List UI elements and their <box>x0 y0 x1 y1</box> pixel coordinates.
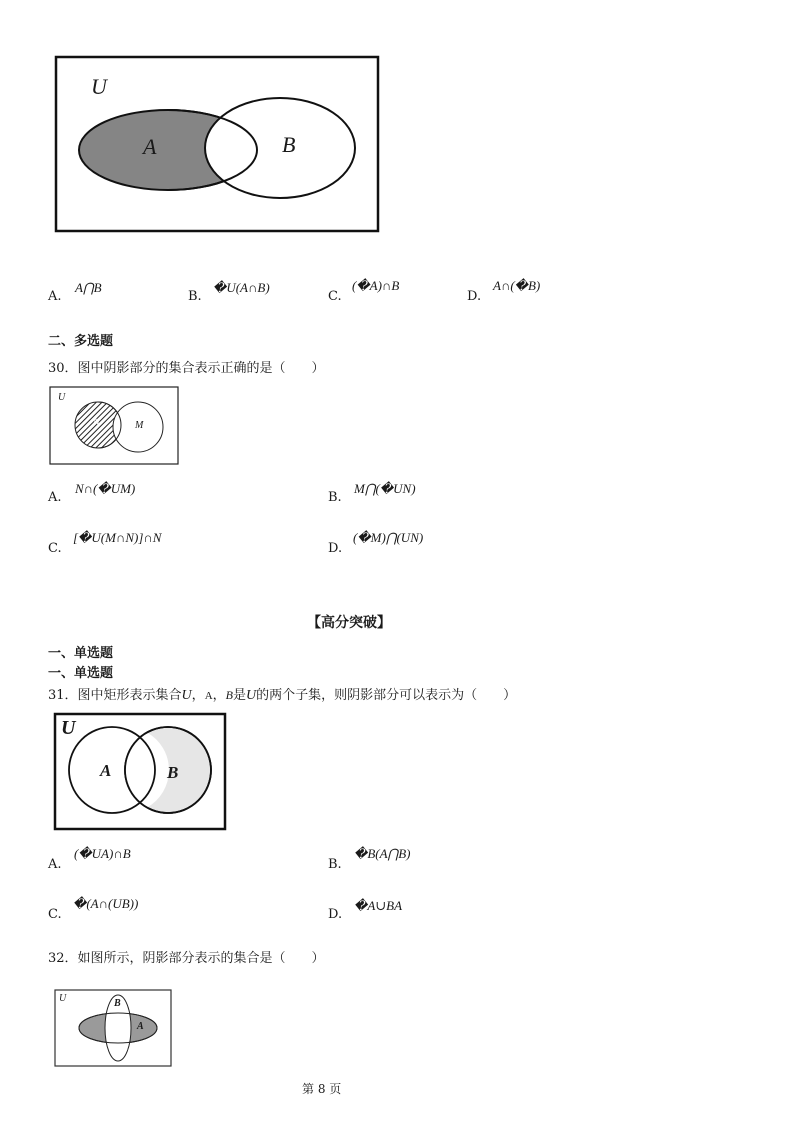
q29-a-label: A <box>143 134 157 159</box>
q30-option-d-expr: (�M)⋂(UN) <box>353 530 424 545</box>
q31-question-prefix: 31．图中矩形表示集合 <box>48 688 182 703</box>
q30-option-b-label: B. <box>328 490 342 505</box>
q29-option-a-expr: A⋂B <box>75 280 102 295</box>
q32-a-label: A <box>137 1021 144 1032</box>
q30-option-c-label: C. <box>48 541 62 556</box>
q30-m-label: M <box>135 420 144 431</box>
q31-fig-u-label: U <box>61 717 76 739</box>
q31-u: U <box>181 688 192 703</box>
q30-option-a-label: A. <box>48 490 62 505</box>
q29-option-c-label: C. <box>328 289 342 304</box>
q29-option-d-expr: A∩(�B) <box>493 278 541 293</box>
q32-b-label: B <box>114 998 121 1009</box>
q30-option-b-expr: M⋂(�UN) <box>354 481 416 496</box>
q29-u-label: U <box>91 74 107 99</box>
section-heading-multi: 二、多选题 <box>48 334 114 349</box>
q29-option-b-label: B. <box>188 289 202 304</box>
q31-option-d-label: D. <box>328 907 343 922</box>
q31-option-b-expr: �B(A⋂B) <box>354 846 411 861</box>
q31-comma2: ， <box>212 688 226 703</box>
q31-b: B <box>225 688 233 702</box>
q31-option-c-label: C. <box>48 907 62 922</box>
q31-option-b-label: B. <box>328 857 342 872</box>
q31-question-suffix: 的两个子集，则阴影部分可以表示为（ ） <box>256 688 517 703</box>
q31-comma: ， <box>191 688 205 703</box>
q31-fig-b-label: B <box>167 763 179 782</box>
q32-u-label: U <box>59 993 67 1004</box>
q29-option-b-expr: �U(A∩B) <box>213 280 270 295</box>
section-heading-single-2: 一、单选题 <box>48 666 114 681</box>
q30-question: 30．图中阴影部分的集合表示正确的是（ ） <box>48 361 325 376</box>
q29-option-c-expr: (�A)∩B <box>352 278 400 293</box>
q29-option-a-label: A. <box>48 289 62 304</box>
q31-is: 是 <box>233 688 247 703</box>
q30-option-a-expr: N∩(�UM) <box>75 481 136 496</box>
q31-option-a-label: A. <box>48 857 62 872</box>
q31-a: A <box>204 690 213 702</box>
q32-question: 32．如图所示，阴影部分表示的集合是（ ） <box>48 951 325 966</box>
q30-option-d-label: D. <box>328 541 343 556</box>
q29-b-label: B <box>282 132 296 157</box>
q31-u2: U <box>246 688 257 703</box>
q30-u-label: U <box>58 392 66 403</box>
q31-fig-a-label: A <box>100 761 112 780</box>
q31-option-c-expr: �(A∩(UB)) <box>73 896 139 911</box>
q31-option-d-expr: �A∪BA <box>354 898 403 913</box>
q30-option-c-expr: [�U(M∩N)]∩N <box>73 530 162 545</box>
page-number: 第 8 页 <box>302 1082 342 1096</box>
q31-option-a-expr: (�UA)∩B <box>74 846 131 861</box>
section-heading-single-1: 一、单选题 <box>48 646 114 661</box>
q30-n-label: N <box>93 417 100 428</box>
section-title: 【高分突破】 <box>307 615 391 631</box>
q29-option-d-label: D. <box>467 289 482 304</box>
